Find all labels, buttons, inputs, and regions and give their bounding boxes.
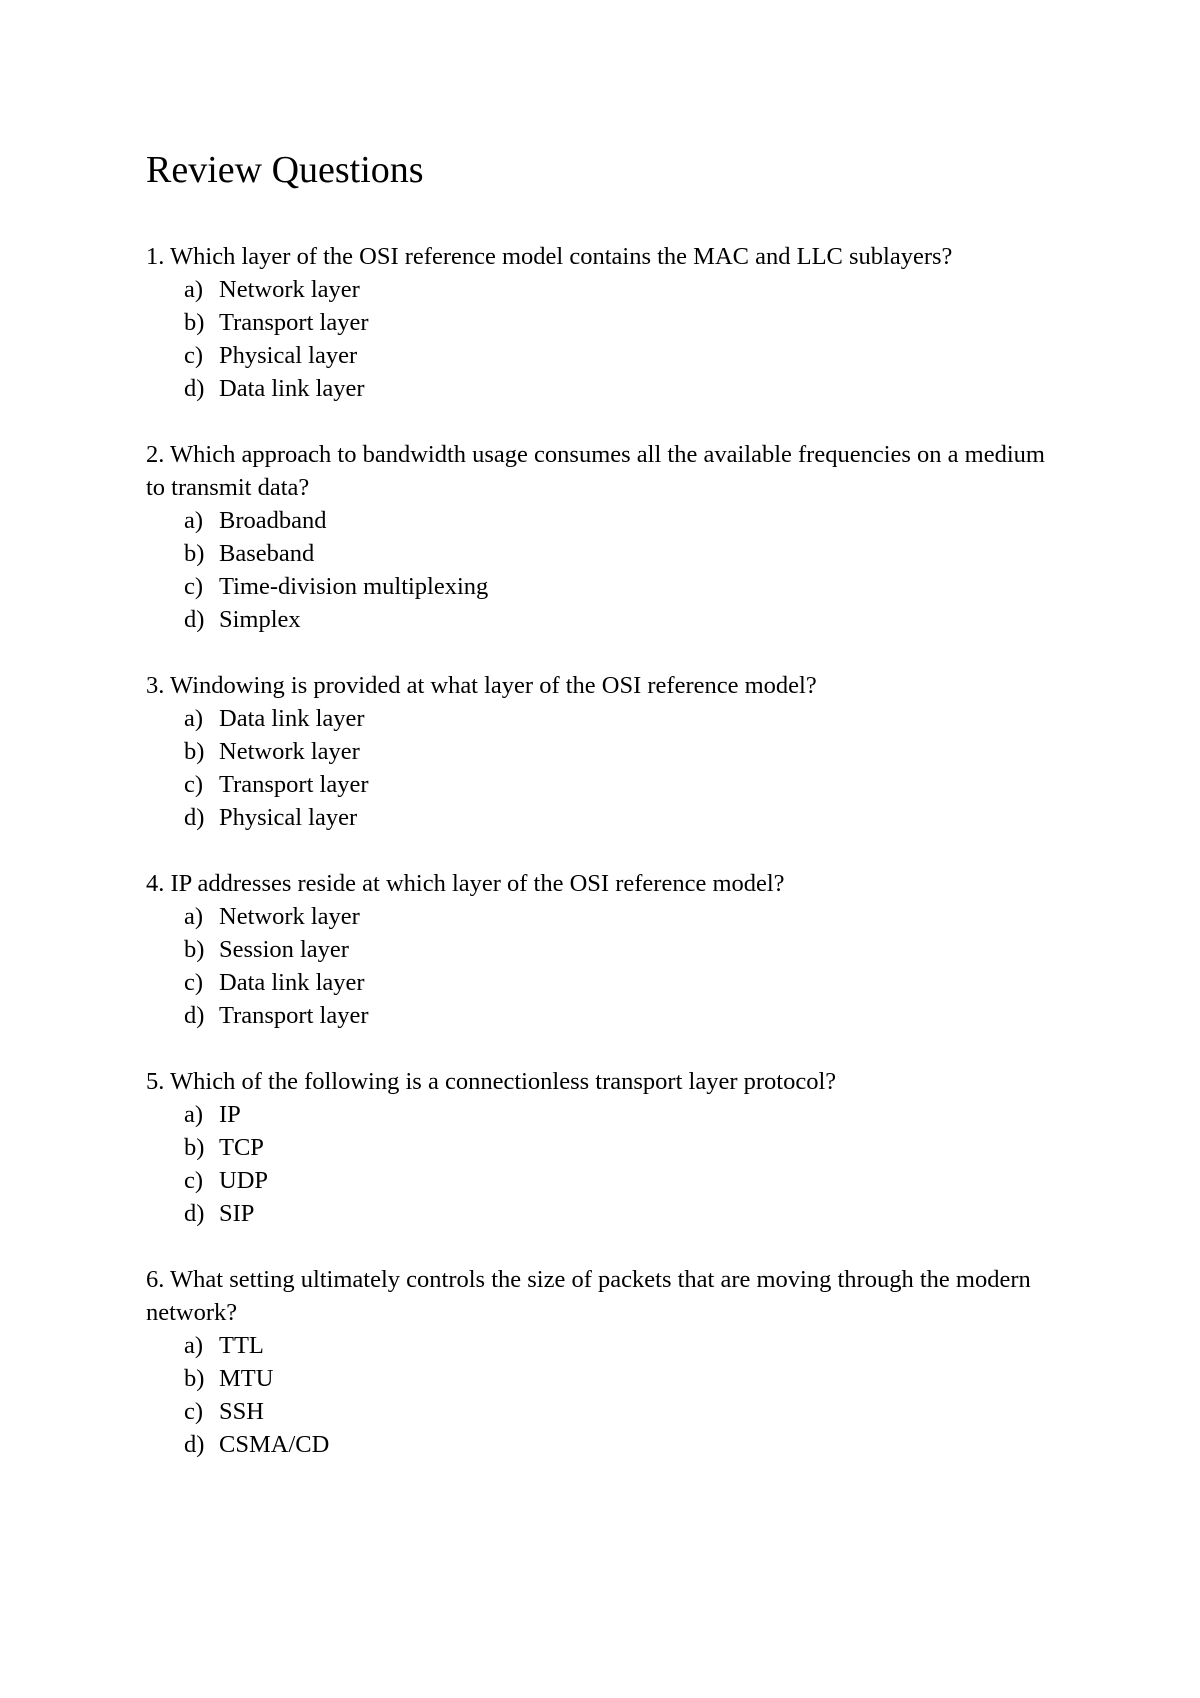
option-letter: c) <box>184 969 204 996</box>
option-c <box>184 966 1046 999</box>
option-d <box>184 372 1046 405</box>
option-text: Network layer <box>219 903 360 930</box>
option-letter: b) <box>184 738 205 765</box>
option-letter: d) <box>184 1200 205 1227</box>
option-letter: c) <box>184 342 204 369</box>
question-4 <box>146 867 1046 1032</box>
option-a <box>184 702 1046 735</box>
option-letter: d) <box>184 1431 205 1458</box>
option-letter: c) <box>184 1398 204 1425</box>
question-text: 5. Which of the following is a connectionless transport layer protocol? <box>146 1068 837 1095</box>
option-a <box>184 1329 1046 1362</box>
option-letter: a) <box>184 1332 204 1359</box>
option-a <box>184 273 1046 306</box>
option-c <box>184 1395 1046 1428</box>
page-title: Review Questions <box>146 149 424 191</box>
option-list <box>146 1329 1046 1461</box>
option-text: Data link layer <box>219 705 365 732</box>
option-letter: d) <box>184 375 205 402</box>
option-text: CSMA/CD <box>219 1431 330 1458</box>
option-text: Data link layer <box>219 375 365 402</box>
option-list <box>146 900 1046 1032</box>
question-3 <box>146 669 1046 834</box>
option-letter: b) <box>184 936 205 963</box>
option-list <box>146 504 1046 636</box>
option-text: Simplex <box>219 606 301 633</box>
question-1 <box>146 240 1046 405</box>
option-b <box>184 537 1046 570</box>
question-text: 2. Which approach to bandwidth usage consumes all the available frequencies on a medium to transmit data? <box>146 441 1045 501</box>
option-text: Network layer <box>219 738 360 765</box>
question-6 <box>146 1263 1046 1461</box>
option-text: Data link layer <box>219 969 365 996</box>
option-a <box>184 1098 1046 1131</box>
option-b <box>184 735 1046 768</box>
option-letter: a) <box>184 705 204 732</box>
option-text: Physical layer <box>219 804 358 831</box>
option-text: Transport layer <box>219 1002 369 1029</box>
question-text: 6. What setting ultimately controls the size of packets that are moving through the modern network? <box>146 1266 1031 1326</box>
option-d <box>184 603 1046 636</box>
option-letter: b) <box>184 1134 205 1161</box>
option-text: SIP <box>219 1200 255 1227</box>
option-list <box>146 702 1046 834</box>
option-text: UDP <box>219 1167 269 1194</box>
option-letter: b) <box>184 1365 205 1392</box>
option-text: Baseband <box>219 540 315 567</box>
option-list <box>146 1098 1046 1230</box>
option-text: Broadband <box>219 507 327 534</box>
option-text: TCP <box>219 1134 264 1161</box>
option-c <box>184 1164 1046 1197</box>
option-letter: c) <box>184 573 204 600</box>
question-list <box>146 240 1046 1494</box>
question-5 <box>146 1065 1046 1230</box>
option-a <box>184 504 1046 537</box>
option-letter: a) <box>184 1101 204 1128</box>
option-text: TTL <box>219 1332 264 1359</box>
option-b <box>184 1362 1046 1395</box>
option-text: MTU <box>219 1365 274 1392</box>
option-text: SSH <box>219 1398 264 1425</box>
option-d <box>184 999 1046 1032</box>
option-c <box>184 339 1046 372</box>
option-b <box>184 933 1046 966</box>
question-text: 3. Windowing is provided at what layer of the OSI reference model? <box>146 672 817 699</box>
option-letter: b) <box>184 540 205 567</box>
option-text: Time-division multiplexing <box>219 573 489 600</box>
option-c <box>184 768 1046 801</box>
option-letter: d) <box>184 1002 205 1029</box>
option-list <box>146 273 1046 405</box>
option-text: Network layer <box>219 276 360 303</box>
option-text: Transport layer <box>219 309 369 336</box>
option-letter: d) <box>184 804 205 831</box>
option-text: Session layer <box>219 936 349 963</box>
option-text: IP <box>219 1101 241 1128</box>
option-d <box>184 1428 1046 1461</box>
question-text: 1. Which layer of the OSI reference model contains the MAC and LLC sublayers? <box>146 243 953 270</box>
option-d <box>184 801 1046 834</box>
question-2 <box>146 438 1046 636</box>
option-b <box>184 306 1046 339</box>
option-text: Physical layer <box>219 342 358 369</box>
option-letter: a) <box>184 276 204 303</box>
option-b <box>184 1131 1046 1164</box>
option-letter: b) <box>184 309 205 336</box>
option-letter: c) <box>184 771 204 798</box>
option-text: Transport layer <box>219 771 369 798</box>
option-letter: c) <box>184 1167 204 1194</box>
question-text: 4. IP addresses reside at which layer of the OSI reference model? <box>146 870 785 897</box>
option-c <box>184 570 1046 603</box>
option-letter: a) <box>184 507 204 534</box>
option-letter: a) <box>184 903 204 930</box>
option-letter: d) <box>184 606 205 633</box>
option-a <box>184 900 1046 933</box>
option-d <box>184 1197 1046 1230</box>
